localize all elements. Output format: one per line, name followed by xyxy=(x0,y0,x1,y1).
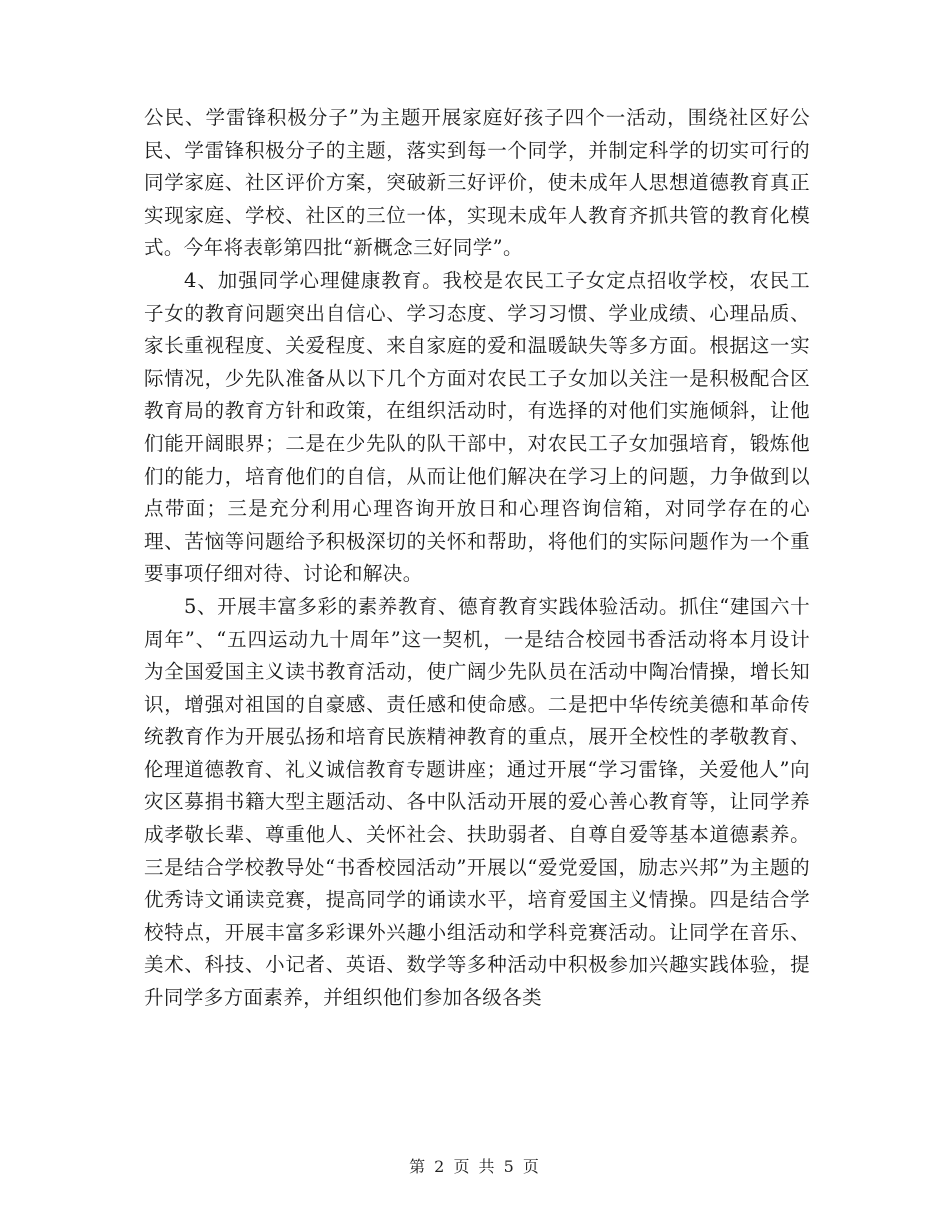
document-body xyxy=(144,102,810,1015)
paragraph-item-5: 5、开展丰富多彩的素养教育、德育教育实践体验活动。抓住“建国六十周年”、“五四运动九十周年”这一契机，一是结合校园书香活动将本月设计为全国爱国主义读书教育活动，使广阔少先队员在活动中陶冶情操，增长知识，增强对祖国的自豪感、责任感和使命感。二是把中华传统美德和革命传统教育作为开展弘扬和培育民族精神教育的重点，展开全校性的孝敬教育、伦理道德教育、礼义诚信教育专题讲座；通过开展“学习雷锋，关爱他人”向灾区募捐书籍大型主题活动、各中队活动开展的爱心善心教育等，让同学养成孝敬长辈、尊重他人、关怀社会、扶助弱者、自尊自爱等基本道德素养。三是结合学校教导处“书香校园活动”开展以“爱党爱国，励志兴邦”为主题的优秀诗文诵读竞赛，提高同学的诵读水平，培育爱国主义情操。四是结合学校特点，开展丰富多彩课外兴趣小组活动和学科竞赛活动。让同学在音乐、美术、科技、小记者、英语、数学等多种活动中积极参加兴趣实践体验，提升同学多方面素养，并组织他们参加各级各类 xyxy=(144,594,810,1010)
paragraph-item-4: 4、加强同学心理健康教育。我校是农民工子女定点招收学校，农民工子女的教育问题突出自信心、学习态度、学习习惯、学业成绩、心理品质、家长重视程度、关爱程度、来自家庭的爱和温暖缺失等多方面。根据这一实际情况，少先队准备从以下几个方面对农民工子女加以关注一是积极配合区教育局的教育方针和政策，在组织活动时，有选择的对他们实施倾斜，让他们能开阔眼界；二是在少先队的队干部中，对农民工子女加强培育，锻炼他们的能力，培育他们的自信，从而让他们解决在学习上的问题，力争做到以点带面；三是充分利用心理咨询开放日和心理咨询信箱，对同学存在的心理、苦恼等问题给予积极深切的关怀和帮助，将他们的实际问题作为一个重要事项仔细对待、讨论和解决。 xyxy=(144,268,810,586)
page-number-footer: 第 2 页 共 5 页 xyxy=(409,1157,541,1176)
paragraph-continuation: 公民、学雷锋积极分子”为主题开展家庭好孩子四个一活动，围绕社区好公民、学雷锋积极分子的主题，落实到每一个同学，并制定科学的切实可行的同学家庭、社区评价方案，突破新三好评价，使未成年人思想道德教育真正实现家庭、学校、社区的三位一体，实现未成年人教育齐抓共管的教育化模式。今年将表彰第四批“新概念三好同学”。 xyxy=(144,106,810,260)
